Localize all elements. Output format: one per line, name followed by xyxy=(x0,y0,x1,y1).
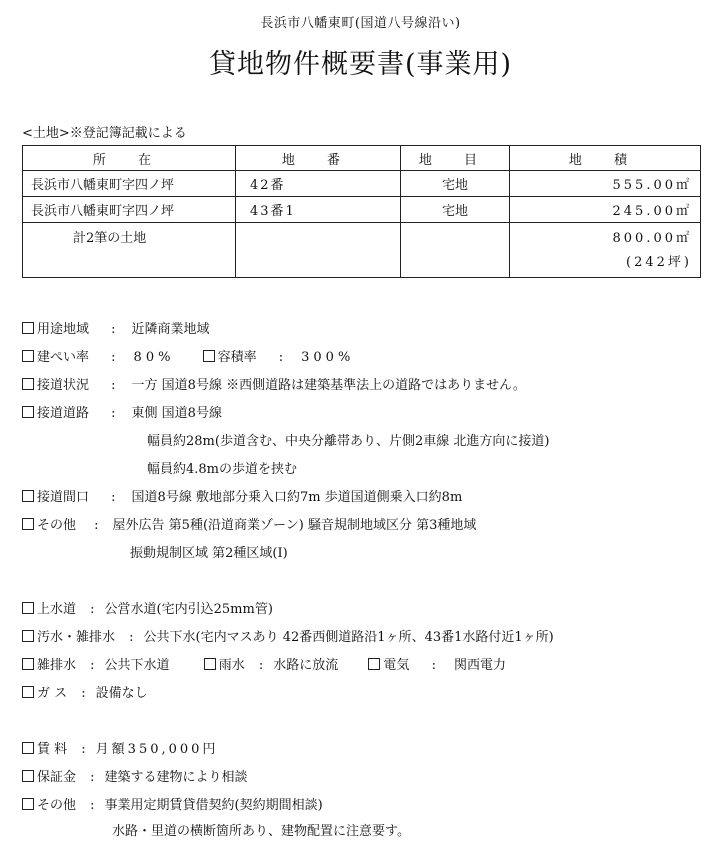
road-row: 接道道路 : 東側 国道8号線 xyxy=(22,402,222,421)
cell-location: 長浜市八幡東町字四ノ坪 xyxy=(23,171,236,197)
terms-other-label: その他 xyxy=(37,798,77,813)
gas-label: ガ ス xyxy=(37,686,68,701)
rain-value: 水路に放流 xyxy=(273,658,339,673)
road-value: 東側 国道8号線 xyxy=(131,406,222,421)
deposit-row: 保証金 : 建築する建物により相談 xyxy=(22,766,248,785)
cell-empty xyxy=(401,223,510,278)
rent-label: 賃 料 xyxy=(37,742,68,757)
column-header-category: 地 目 xyxy=(401,146,510,171)
document-subtitle: 長浜市八幡東町(国道八号線沿い) xyxy=(260,16,461,31)
terms-other-row: その他 : 事業用定期賃貸借契約(契約期間相談) xyxy=(22,794,323,813)
checkbox-icon xyxy=(22,658,34,670)
cell-total-label: 計2筆の土地 xyxy=(23,223,236,278)
gas-row: ガ ス : 設備なし xyxy=(22,682,148,701)
coverage-value: 80% xyxy=(133,350,175,365)
frontage-label: 接道状況 xyxy=(37,378,90,393)
land-section-label: <土地>※登記簿記載による xyxy=(22,126,187,141)
rain-label: 雨水 xyxy=(218,658,245,673)
table-row xyxy=(23,171,701,197)
road-label: 接道道路 xyxy=(37,406,90,421)
checkbox-icon xyxy=(22,518,34,530)
table-row xyxy=(23,197,701,223)
zoning-other-row: その他 : 屋外広告 第5種(沿道商業ゾーン) 騒音規制地域区分 第3種地域 xyxy=(22,514,476,533)
checkbox-icon xyxy=(22,798,34,810)
cell-area: 555.00㎡ xyxy=(510,171,701,197)
column-header-lot: 地 番 xyxy=(236,146,401,171)
checkbox-icon xyxy=(368,658,380,670)
gas-value: 設備なし xyxy=(95,686,148,701)
far-value: 300% xyxy=(301,350,355,365)
coverage-row: 建ぺい率 : 80% 容積率 : 300% xyxy=(22,346,354,365)
frontage-row: 接道状況 : 一方 国道8号線 ※西側道路は建築基準法上の道路ではありません。 xyxy=(22,374,526,393)
sewage-label: 汚水・雑排水 xyxy=(37,630,116,645)
deposit-label: 保証金 xyxy=(37,770,77,785)
checkbox-icon xyxy=(22,602,34,614)
road-note-1: 幅員約28m(歩道含む、中央分離帯あり、片側2車線 北進方向に接道) xyxy=(147,434,550,449)
access-row: 接道間口 : 国道8号線 敷地部分乗入口約7m 歩道国道側乗入口約8m xyxy=(22,486,462,505)
water-value: 公営水道(宅内引込25mm管) xyxy=(104,602,273,617)
column-header-location: 所 在 xyxy=(23,146,236,171)
use-value: 近隣商業地域 xyxy=(131,322,210,337)
cell-location: 長浜市八幡東町字四ノ坪 xyxy=(23,197,236,223)
total-area-tsubo: (242坪) xyxy=(626,255,692,270)
total-area-value: 800.00㎡ xyxy=(612,231,692,246)
cell-area: 245.00㎡ xyxy=(510,197,701,223)
checkbox-icon xyxy=(22,742,34,754)
water-row: 上水道 : 公営水道(宅内引込25mm管) xyxy=(22,598,273,617)
zoning-other-note: 振動規制区域 第2種区域(Ⅰ) xyxy=(130,546,288,561)
zoning-other-label: その他 xyxy=(37,518,77,533)
cell-category: 宅地 xyxy=(401,171,510,197)
checkbox-icon xyxy=(22,378,34,390)
sewage-value: 公共下水(宅内マスあり 42番西側道路沿1ヶ所、43番1水路付近1ヶ所) xyxy=(143,630,554,645)
deposit-value: 建築する建物により相談 xyxy=(104,770,248,785)
table-total-row xyxy=(23,223,701,278)
document-title: 貸地物件概要書(事業用) xyxy=(208,49,513,80)
checkbox-icon xyxy=(22,406,34,418)
terms-other-value: 事業用定期賃貸借契約(契約期間相談) xyxy=(104,798,323,813)
checkbox-icon xyxy=(203,350,215,362)
drain-value: 公共下水道 xyxy=(104,658,170,673)
sewage-row: 汚水・雑排水 : 公共下水(宅内マスあり 42番西側道路沿1ヶ所、43番1水路付近1ヶ所) xyxy=(22,626,554,645)
terms-other-note: 水路・里道の横断箇所あり、建物配置に注意要す。 xyxy=(112,824,410,839)
table-header-row xyxy=(23,146,701,171)
drain-label: 雑排水 xyxy=(37,658,77,673)
cell-lot: 43番1 xyxy=(236,197,401,223)
water-label: 上水道 xyxy=(37,602,77,617)
cell-category: 宅地 xyxy=(401,197,510,223)
rent-value: 月額350,000円 xyxy=(95,742,219,757)
checkbox-icon xyxy=(22,770,34,782)
checkbox-icon xyxy=(22,350,34,362)
electricity-value: 関西電力 xyxy=(453,658,506,673)
cell-total-area xyxy=(510,223,701,278)
access-label: 接道間口 xyxy=(37,490,90,505)
checkbox-icon xyxy=(22,630,34,642)
road-note-2: 幅員約4.8mの歩道を挟む xyxy=(147,462,298,477)
zoning-other-value: 屋外広告 第5種(沿道商業ゾーン) 騒音規制地域区分 第3種地域 xyxy=(112,518,477,533)
frontage-value: 一方 国道8号線 ※西側道路は建築基準法上の道路ではありません。 xyxy=(131,378,526,393)
checkbox-icon xyxy=(22,490,34,502)
drainage-row: 雑排水 : 公共下水道 雨水 : 水路に放流 電気 : 関西電力 xyxy=(22,654,506,673)
access-value: 国道8号線 敷地部分乗入口約7m 歩道国道側乗入口約8m xyxy=(131,490,463,505)
land-table xyxy=(22,145,701,278)
checkbox-icon xyxy=(204,658,216,670)
cell-lot: 42番 xyxy=(236,171,401,197)
cell-empty xyxy=(236,223,401,278)
column-header-area: 地 積 xyxy=(510,146,701,171)
far-label: 容積率 xyxy=(217,350,257,365)
coverage-label: 建ぺい率 xyxy=(37,350,90,365)
zoning-use-row: 用途地域 : 近隣商業地域 xyxy=(22,318,210,337)
use-label: 用途地域 xyxy=(37,322,90,337)
rent-row: 賃 料 : 月額350,000円 xyxy=(22,738,218,757)
checkbox-icon xyxy=(22,322,34,334)
electricity-label: 電気 xyxy=(383,658,410,673)
checkbox-icon xyxy=(22,686,34,698)
